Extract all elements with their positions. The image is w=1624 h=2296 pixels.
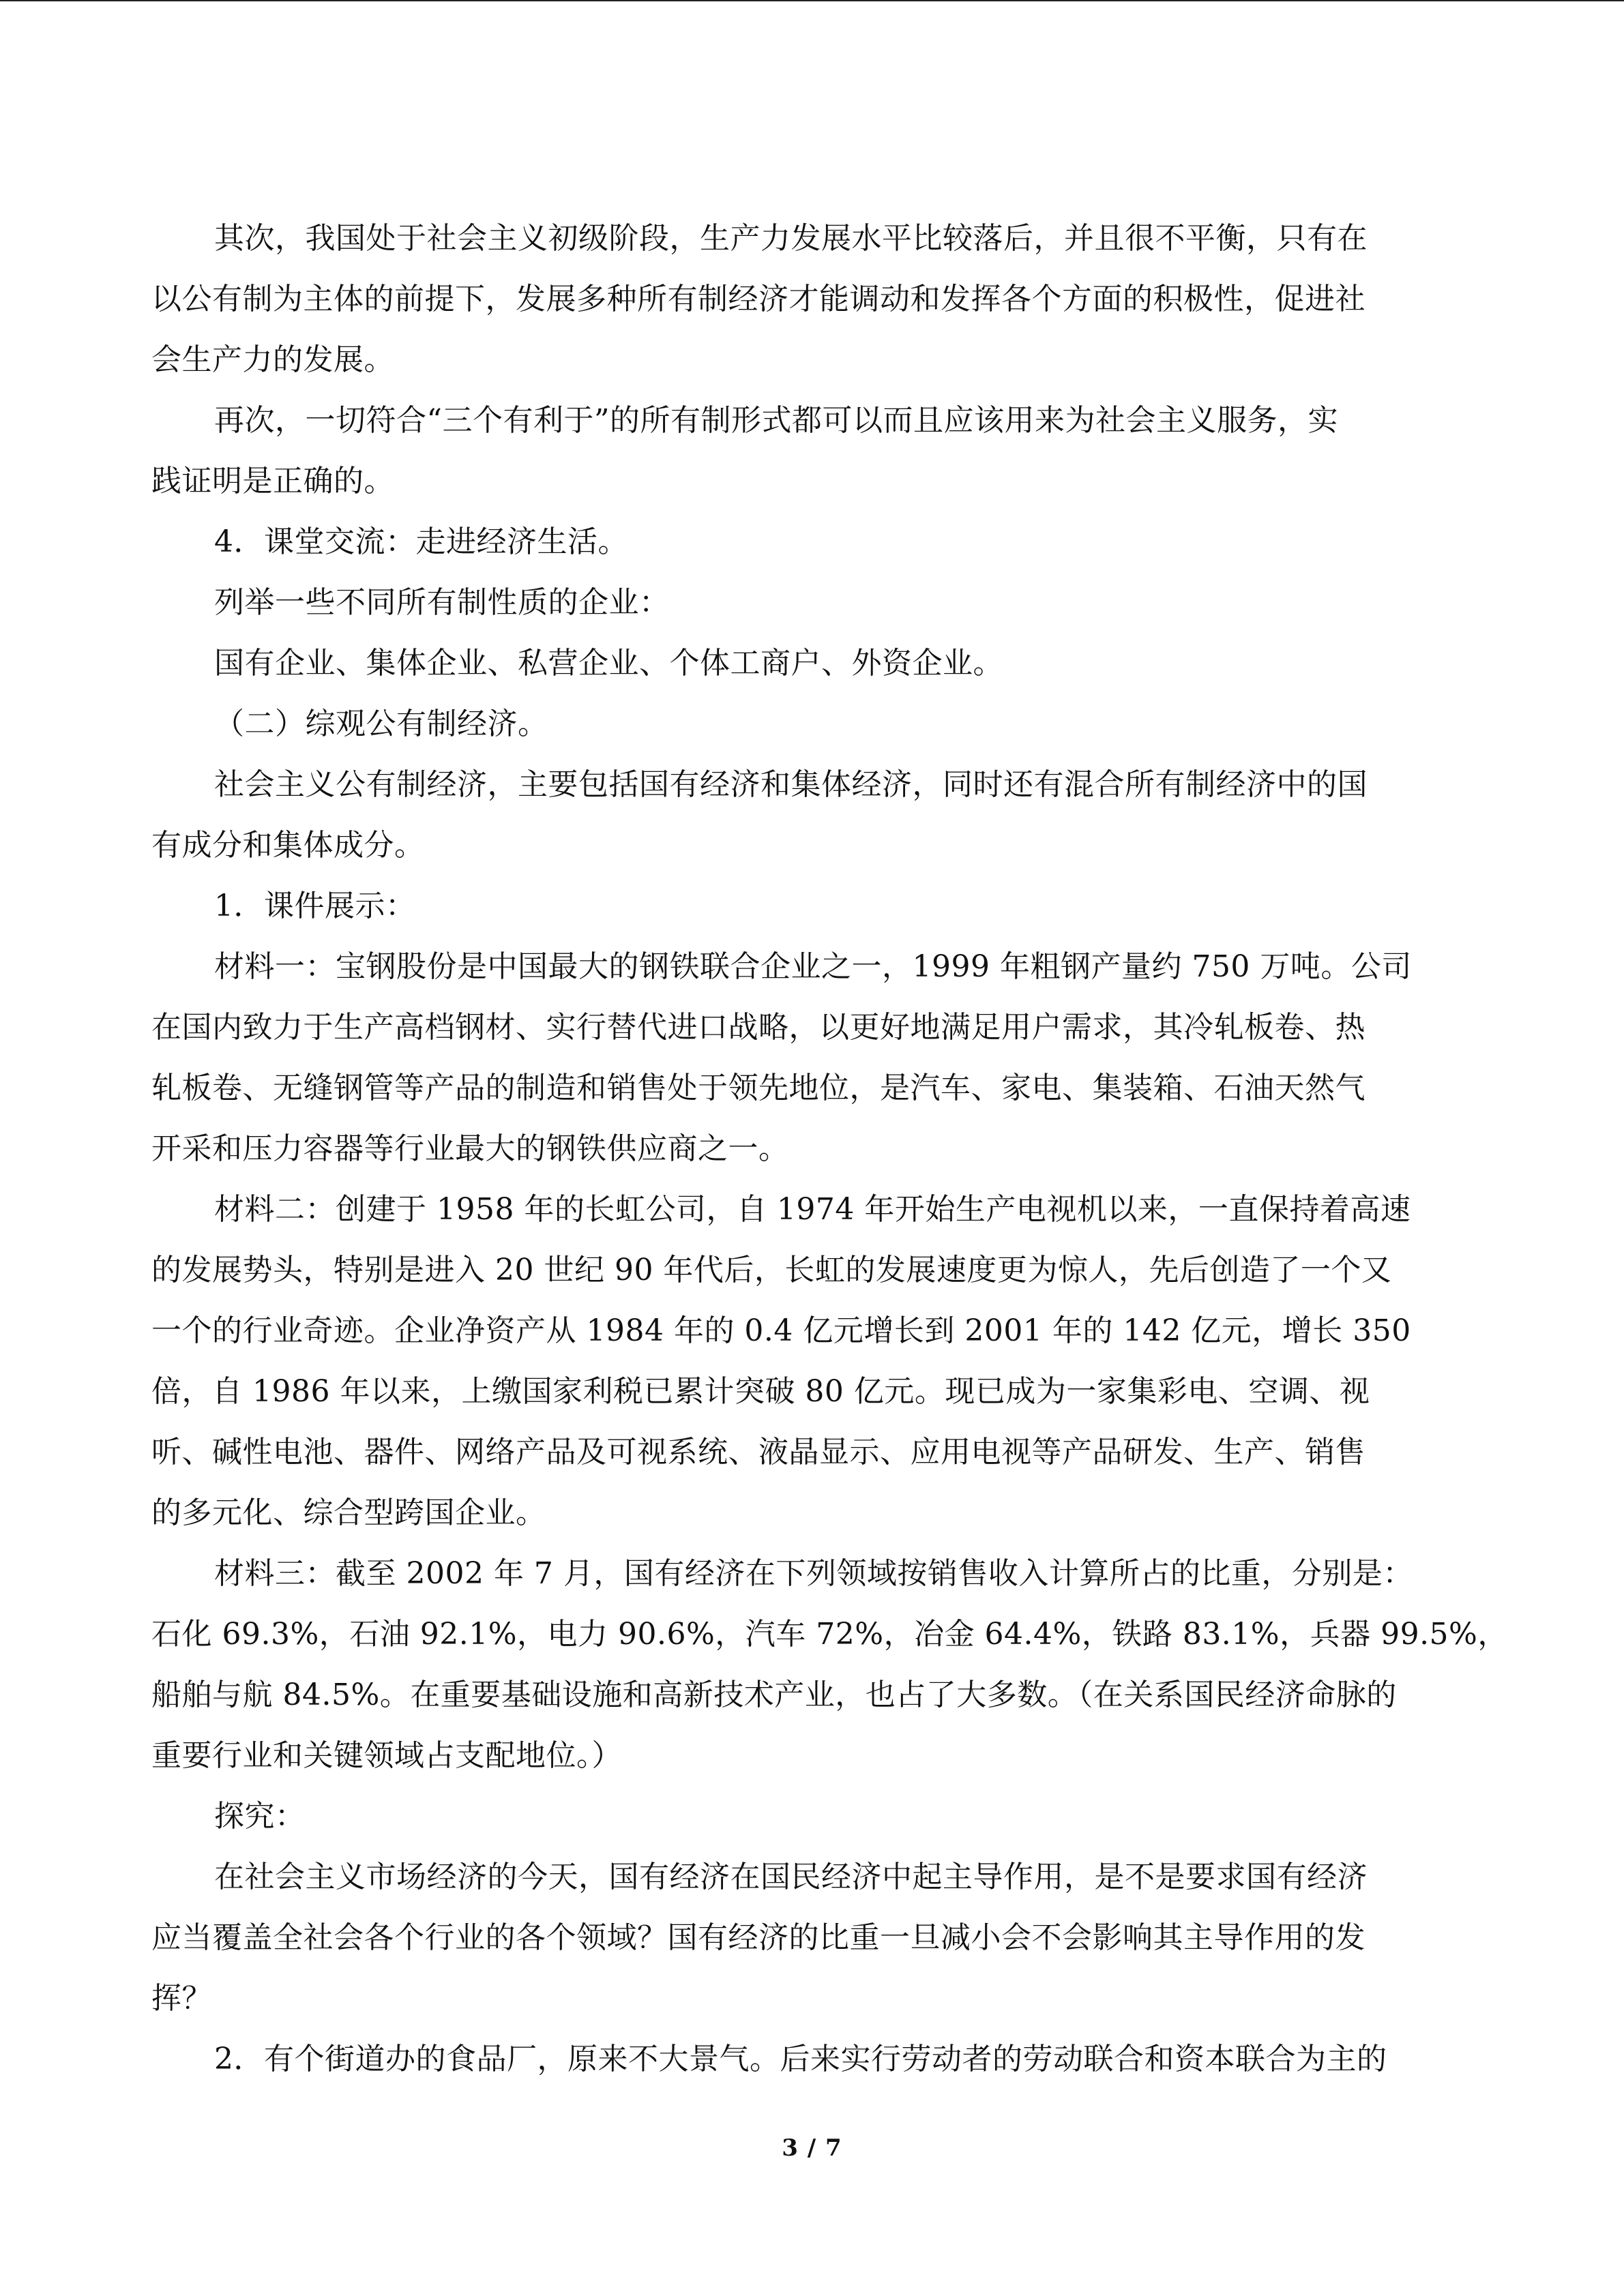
text-line: 挥？ bbox=[151, 1981, 212, 2016]
text-line: 开采和压力容器等行业最大的钢铁供应商之一。 bbox=[151, 1131, 789, 1166]
text-line: 轧板卷、无缝钢管等产品的制造和销售处于领先地位，是汽车、家电、集装箱、石油天然气 bbox=[151, 1071, 1365, 1105]
text-line: 1．课件展示： bbox=[214, 889, 416, 923]
text-line: 有成分和集体成分。 bbox=[151, 828, 425, 863]
text-line: 列举一些不同所有制性质的企业： bbox=[214, 585, 670, 620]
text-line: 国有企业、集体企业、私营企业、个体工商户、外资企业。 bbox=[214, 646, 1003, 681]
text-line: 践证明是正确的。 bbox=[151, 464, 394, 498]
text-line: 石化 69.3%，石油 92.1%，电力 90.6%，汽车 72%，冶金 64.4%，铁路 83.1%，兵器 99.5%， bbox=[151, 1617, 1508, 1652]
text-line: 倍，自 1986 年以来，上缴国家利税已累计突破 80 亿元。现已成为一家集彩电、空调、视 bbox=[151, 1374, 1370, 1409]
text-line: 探究： bbox=[214, 1799, 306, 1834]
text-line: 材料三：截至 2002 年 7 月，国有经济在下列领域按销售收入计算所占的比重，分别是： bbox=[214, 1556, 1413, 1591]
text-line: 4．课堂交流：走进经济生活。 bbox=[214, 524, 628, 559]
text-line: 2．有个街道办的食品厂，原来不大景气。后来实行劳动者的劳动联合和资本联合为主的 bbox=[214, 2042, 1387, 2076]
text-line: 材料二：创建于 1958 年的长虹公司，自 1974 年开始生产电视机以来，一直保持着高速 bbox=[214, 1192, 1411, 1227]
text-line: 在国内致力于生产高档钢材、实行替代进口战略，以更好地满足用户需求，其冷轧板卷、热 bbox=[151, 1010, 1365, 1045]
text-line: 重要行业和关键领域占支配地位。） bbox=[151, 1738, 622, 1773]
text-line: 船舶与航 84.5%。在重要基础设施和高新技术产业，也占了大多数。（在关系国民经济命脉的 bbox=[151, 1678, 1397, 1712]
document-body bbox=[151, 208, 1508, 2089]
text-line: 会生产力的发展。 bbox=[151, 342, 394, 377]
text-line: 的多元化、综合型跨国企业。 bbox=[151, 1495, 546, 1530]
text-line: （二）综观公有制经济。 bbox=[214, 706, 548, 741]
text-line: 应当覆盖全社会各个行业的各个领域？国有经济的比重一旦减小会不会影响其主导作用的发 bbox=[151, 1920, 1365, 1955]
text-line: 社会主义公有制经济，主要包括国有经济和集体经济，同时还有混合所有制经济中的国 bbox=[214, 767, 1368, 802]
text-line: 材料一：宝钢股份是中国最大的钢铁联合企业之一，1999 年粗钢产量约 750 万吨。公司 bbox=[214, 949, 1412, 984]
text-line: 一个的行业奇迹。企业净资产从 1984 年的 0.4 亿元增长到 2001 年的 142 亿元，增长 350 bbox=[151, 1313, 1411, 1348]
text-line: 听、碱性电池、器件、网络产品及可视系统、液晶显示、应用电视等产品研发、生产、销售 bbox=[151, 1435, 1365, 1470]
text-line: 在社会主义市场经济的今天，国有经济在国民经济中起主导作用，是不是要求国有经济 bbox=[214, 1860, 1368, 1894]
text-line: 其次，我国处于社会主义初级阶段，生产力发展水平比较落后，并且很不平衡，只有在 bbox=[214, 221, 1368, 256]
top-border-line bbox=[0, 0, 1624, 1]
text-line: 以公有制为主体的前提下，发展多种所有制经济才能调动和发挥各个方面的积极性，促进社 bbox=[151, 282, 1365, 316]
page-number: 3 / 7 bbox=[782, 2134, 842, 2162]
text-line: 的发展势头，特别是进入 20 世纪 90 年代后，长虹的发展速度更为惊人，先后创造了一个又 bbox=[151, 1253, 1392, 1287]
text-line: 再次，一切符合“三个有利于”的所有制形式都可以而且应该用来为社会主义服务，实 bbox=[214, 403, 1338, 438]
